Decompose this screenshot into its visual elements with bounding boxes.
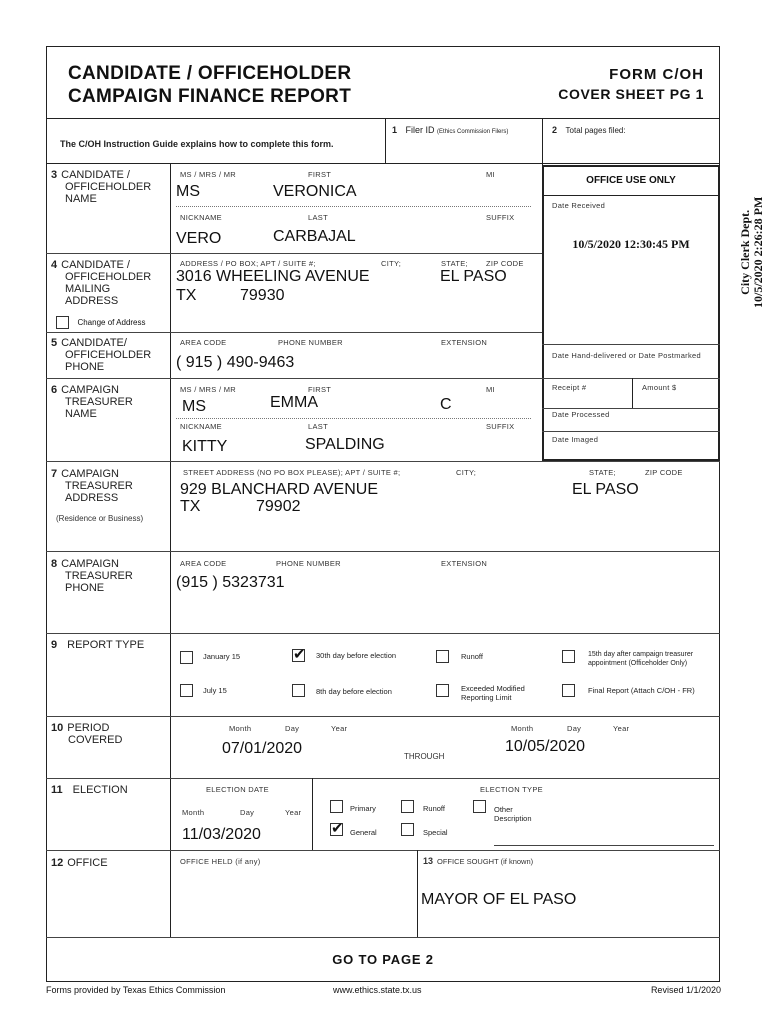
total-pages-divider xyxy=(542,118,543,163)
treasurer-street[interactable]: 929 BLANCHARD AVENUE xyxy=(180,481,378,498)
form-title xyxy=(68,62,351,108)
col-area-code: AREA CODE xyxy=(180,559,227,568)
candidate-prefix[interactable]: MS xyxy=(176,183,200,200)
to-col-month: Month xyxy=(511,724,534,733)
election-date-label: ELECTION DATE xyxy=(206,785,269,794)
treasurer-nickname[interactable]: KITTY xyxy=(182,438,228,455)
col-prefix: MS / MRS / MR xyxy=(180,385,236,394)
hand-delivered-label: Date Hand-delivered or Date Postmarked xyxy=(552,351,701,360)
candidate-zip[interactable]: 79930 xyxy=(240,287,285,304)
election-type-checkbox-special[interactable] xyxy=(401,823,414,836)
header-divider xyxy=(46,118,720,119)
instruction-text: The C/OH Instruction Guide explains how to complete this form. xyxy=(60,139,334,149)
office-held-sought-divider xyxy=(417,850,418,937)
report-type-label-15th-day-after: 15th day after campaign treasurer appointment (Officeholder Only) xyxy=(588,651,694,667)
col-phone-number: PHONE NUMBER xyxy=(276,559,341,568)
to-col-day: Day xyxy=(567,724,582,733)
receipt-label: Receipt # xyxy=(552,383,587,392)
go-to-page-2: GO TO PAGE 2 xyxy=(332,952,434,967)
office-use-divider xyxy=(542,408,720,409)
col-nickname: NICKNAME xyxy=(180,213,222,222)
office-sought-number: 13 xyxy=(423,856,434,866)
col-suffix: SUFFIX xyxy=(486,422,515,431)
section-divider xyxy=(46,633,720,634)
change-of-address-label: Change of Address xyxy=(77,318,146,328)
total-pages-number: 2 xyxy=(552,125,558,135)
report-type-checkbox-runoff[interactable] xyxy=(436,650,449,663)
section-divider xyxy=(46,716,720,717)
report-type-checkbox-january-15[interactable] xyxy=(180,651,193,664)
section-divider xyxy=(46,850,720,851)
total-pages-label: Total pages filed: xyxy=(565,126,626,135)
office-use-divider xyxy=(542,195,720,196)
form-title-line1: CANDIDATE / OFFICEHOLDER xyxy=(68,63,352,84)
other-description-line xyxy=(494,845,714,846)
election-col-day: Day xyxy=(240,808,255,817)
from-col-year: Year xyxy=(331,724,348,733)
col-last: LAST xyxy=(308,422,328,431)
candidate-first-name[interactable]: VERONICA xyxy=(273,183,357,200)
col-mi: MI xyxy=(486,385,495,394)
election-type-checkbox-general[interactable] xyxy=(330,823,343,836)
change-of-address-checkbox[interactable] xyxy=(56,314,146,332)
amount-label: Amount $ xyxy=(642,383,677,392)
col-zip: ZIP CODE xyxy=(645,468,683,477)
election-date[interactable]: 11/03/2020 xyxy=(182,826,261,843)
election-type-checkbox-runoff[interactable] xyxy=(401,800,414,813)
candidate-city[interactable]: EL PASO xyxy=(440,268,507,285)
candidate-name-label: 3 CANDIDATE / OFFICEHOLDER NAME xyxy=(51,169,152,205)
candidate-phone[interactable]: ( 915 ) 490-9463 xyxy=(176,354,295,371)
date-imaged-label: Date Imaged xyxy=(552,435,599,444)
candidate-phone-label: 5 CANDIDATE/ OFFICEHOLDER PHONE xyxy=(51,337,152,373)
col-address: ADDRESS / PO BOX; APT / SUITE #; xyxy=(180,259,316,268)
office-sought-value[interactable]: MAYOR OF EL PASO xyxy=(421,891,577,908)
candidate-nickname[interactable]: VERO xyxy=(176,230,222,247)
office-use-divider xyxy=(542,344,720,345)
candidate-address-label: 4 CANDIDATE / OFFICEHOLDER MAILING ADDRESS xyxy=(51,259,152,307)
residence-or-business-note: (Residence or Business) xyxy=(56,514,144,523)
treasurer-last-name[interactable]: SPALDING xyxy=(305,436,385,453)
report-type-label-final-report: Final Report (Attach C/OH - FR) xyxy=(588,686,695,695)
to-col-year: Year xyxy=(613,724,630,733)
office-use-divider xyxy=(542,378,720,379)
through-label: THROUGH xyxy=(404,752,445,761)
election-type-checkbox-other[interactable] xyxy=(473,800,486,813)
office-held-label: OFFICE HELD (if any) xyxy=(180,857,261,866)
treasurer-first-name[interactable]: EMMA xyxy=(270,394,318,411)
election-col-month: Month xyxy=(182,808,205,817)
total-pages-field[interactable] xyxy=(552,125,626,135)
report-type-label-runoff: Runoff xyxy=(461,652,483,661)
treasurer-city[interactable]: EL PASO xyxy=(572,481,639,498)
stamp-line1: City Clerk Dept. xyxy=(738,209,752,295)
filer-id-label: Filer ID xyxy=(405,125,435,135)
election-col-year: Year xyxy=(285,808,302,817)
candidate-last-name[interactable]: CARBAJAL xyxy=(273,228,356,245)
candidate-street[interactable]: 3016 WHEELING AVENUE xyxy=(176,268,370,285)
report-type-label-8th-day: 8th day before election xyxy=(316,687,392,696)
period-to-date[interactable]: 10/05/2020 xyxy=(505,738,586,755)
report-type-label: 9 REPORT TYPE xyxy=(51,639,145,651)
election-type-label: ELECTION TYPE xyxy=(480,785,543,794)
period-covered-label: 10 PERIOD COVERED xyxy=(51,722,123,746)
section-divider xyxy=(46,332,542,333)
election-type-label-primary: Primary xyxy=(350,804,376,813)
footer-revised: Revised 1/1/2020 xyxy=(650,985,721,995)
section-divider xyxy=(46,253,542,254)
form-title-line2: CAMPAIGN FINANCE REPORT xyxy=(68,86,352,107)
date-received-label: Date Received xyxy=(552,201,606,210)
treasurer-phone-label: 8 CAMPAIGN TREASURER PHONE xyxy=(51,558,133,594)
section-divider xyxy=(46,937,720,938)
treasurer-address-label: 7 CAMPAIGN TREASURER ADDRESS xyxy=(51,468,133,504)
candidate-state[interactable]: TX xyxy=(176,287,197,304)
election-label: 11 ELECTION xyxy=(51,784,128,796)
name-dotted-separator xyxy=(176,206,531,207)
election-type-checkbox-primary[interactable] xyxy=(330,800,343,813)
col-state: STATE; xyxy=(589,468,616,477)
footer-provider: Forms provided by Texas Ethics Commission xyxy=(46,985,226,995)
section-divider xyxy=(46,461,720,462)
filer-id-field[interactable] xyxy=(392,125,508,135)
from-col-month: Month xyxy=(229,724,252,733)
treasurer-name-label: 6 CAMPAIGN TREASURER NAME xyxy=(51,384,133,420)
election-type-label-special: Special xyxy=(423,828,448,837)
received-stamp: 10/5/2020 12:30:45 PM xyxy=(572,237,690,251)
name-dotted-separator xyxy=(176,418,531,419)
report-type-checkbox-final-report[interactable] xyxy=(562,684,575,697)
intro-divider xyxy=(46,163,720,164)
col-state: STATE; xyxy=(441,259,468,268)
report-type-checkbox-15th-day-after[interactable] xyxy=(562,650,575,663)
col-first: FIRST xyxy=(308,385,332,394)
cover-sheet-label: COVER SHEET PG 1 xyxy=(558,86,704,102)
col-suffix: SUFFIX xyxy=(486,213,515,222)
treasurer-phone[interactable]: (915 ) 5323731 xyxy=(176,574,285,591)
office-sought-text: OFFICE SOUGHT (if known) xyxy=(437,857,534,866)
col-city: CITY; xyxy=(381,259,402,268)
section-divider xyxy=(46,378,542,379)
col-zip: ZIP CODE xyxy=(486,259,524,268)
checkbox[interactable] xyxy=(56,316,69,329)
col-extension: EXTENSION xyxy=(441,559,488,568)
col-city: CITY; xyxy=(456,468,477,477)
treasurer-state[interactable]: TX xyxy=(180,498,201,515)
form-id: FORM C/OH xyxy=(609,66,704,83)
col-first: FIRST xyxy=(308,170,332,179)
treasurer-middle-initial[interactable]: C xyxy=(440,396,452,413)
report-type-checkbox-july-15[interactable] xyxy=(180,684,193,697)
col-extension: EXTENSION xyxy=(441,338,488,347)
office-use-divider xyxy=(542,431,720,432)
from-col-day: Day xyxy=(285,724,300,733)
report-type-label-exceeded-limit: Exceeded Modified Reporting Limit xyxy=(461,684,525,702)
report-type-label-january-15: January 15 xyxy=(203,652,241,661)
report-type-label-30th-day: 30th day before election xyxy=(316,651,397,660)
office-use-title: OFFICE USE ONLY xyxy=(586,175,676,186)
col-phone-number: PHONE NUMBER xyxy=(278,338,343,347)
section-divider xyxy=(46,551,720,552)
period-from-date[interactable]: 07/01/2020 xyxy=(222,740,303,757)
filer-id-note: (Ethics Commission Filers) xyxy=(437,129,509,135)
report-type-label-july-15: July 15 xyxy=(203,686,227,695)
section-divider xyxy=(46,778,720,779)
treasurer-zip[interactable]: 79902 xyxy=(256,498,301,515)
filer-id-number: 1 xyxy=(392,125,398,135)
report-type-checkbox-30th-day[interactable] xyxy=(292,649,305,662)
footer-website[interactable]: www.ethics.state.tx.us xyxy=(333,985,422,995)
date-processed-label: Date Processed xyxy=(552,410,610,419)
col-mi: MI xyxy=(486,170,495,179)
col-nickname: NICKNAME xyxy=(180,422,222,431)
stamp-line2: 10/5/2020 2:26:28 PM xyxy=(751,196,765,308)
treasurer-prefix[interactable]: MS xyxy=(182,398,206,415)
receipt-amount-divider xyxy=(632,378,633,408)
col-last: LAST xyxy=(308,213,328,222)
report-type-checkbox-8th-day[interactable] xyxy=(292,684,305,697)
filer-id-divider xyxy=(385,118,386,163)
col-prefix: MS / MRS / MR xyxy=(180,170,236,179)
section-number: 3 xyxy=(51,169,58,181)
report-type-checkbox-exceeded-limit[interactable] xyxy=(436,684,449,697)
office-sought-label xyxy=(423,856,533,866)
col-area-code: AREA CODE xyxy=(180,338,227,347)
election-date-type-divider xyxy=(312,778,313,850)
election-type-label-other: Other Description xyxy=(494,805,532,823)
col-street-address: STREET ADDRESS (NO PO BOX PLEASE); APT / SUITE #; xyxy=(183,468,401,477)
election-type-label-runoff: Runoff xyxy=(423,804,445,813)
election-type-label-general: General xyxy=(350,828,377,837)
office-label: 12 OFFICE xyxy=(51,857,108,869)
